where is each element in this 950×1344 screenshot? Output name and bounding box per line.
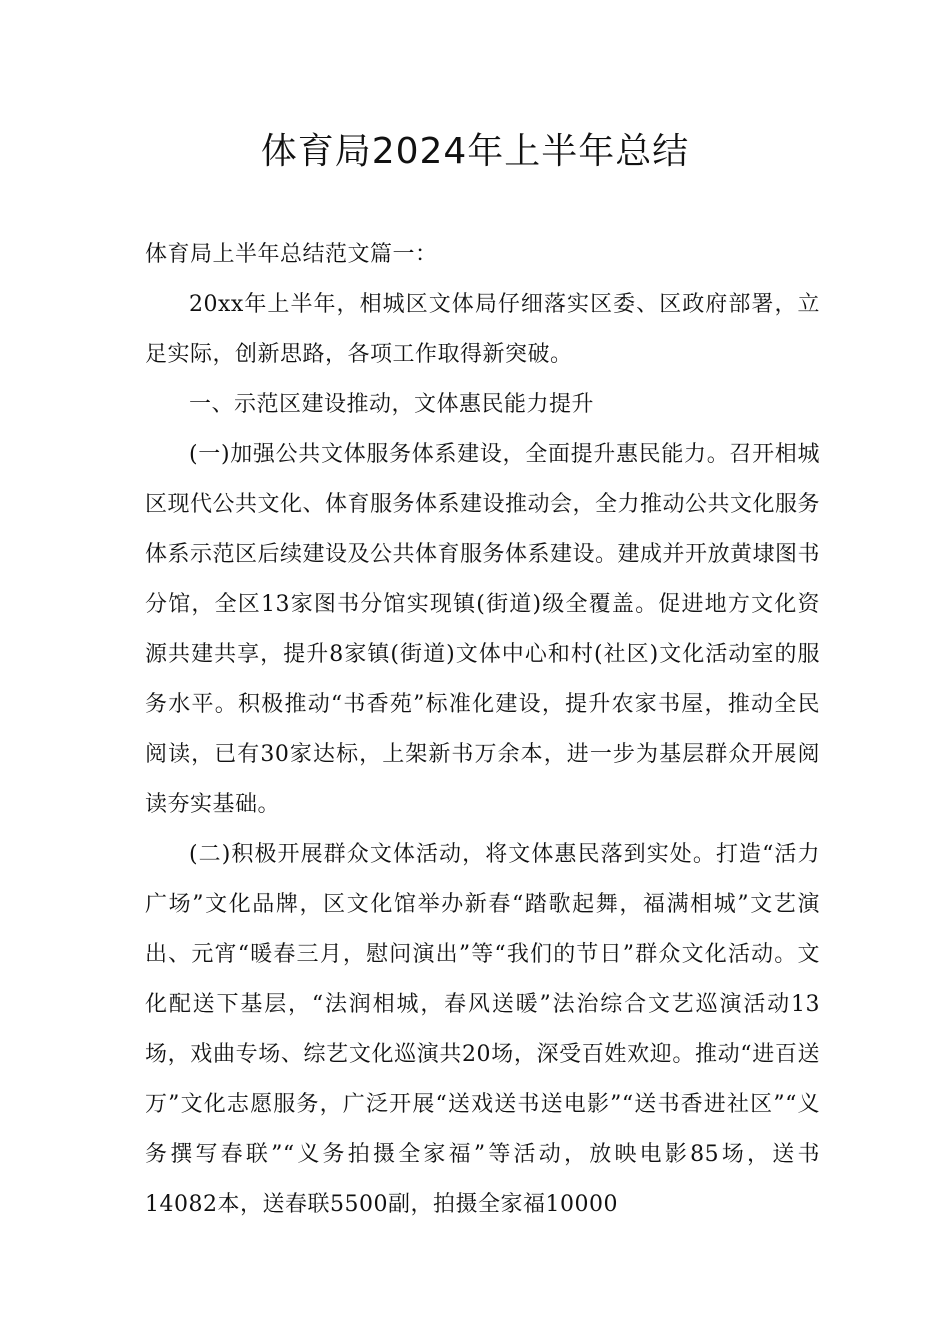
section-heading-1: 一、示范区建设推动，文体惠民能力提升: [189, 392, 595, 417]
document-title: 体育局2024年上半年总结: [260, 131, 690, 172]
document-body: [145, 230, 820, 1230]
paragraph-section-1-2: (二)积极开展群众文体活动，将文体惠民落到实处。打造“活力广场”文化品牌，区文化馆举办新春“踏歌起舞，福满相城”文艺演出、元宵“暖春三月，慰问演出”等“我们的节日”群众文化活动。文化配送下基层，“法润相城，春风送暖”法治综合文艺巡演活动13场，戏曲专场、综艺文化巡演共20场，深受百姓欢迎。推动“进百送万”文化志愿服务，广泛开展“送戏送书送电影”“送书香进社区”“义务撰写春联”“义务拍摄全家福”等活动，放映电影85场，送书14082本，送春联5500副，拍摄全家福10000: [145, 842, 820, 1217]
paragraph-section-1-1: (一)加强公共文体服务体系建设，全面提升惠民能力。召开相城区现代公共文化、体育服务体系建设推动会，全力推动公共文化服务体系示范区后续建设及公共体育服务体系建设。建成并开放黄埭图书分馆，全区13家图书分馆实现镇(街道)级全覆盖。促进地方文化资源共建共享，提升8家镇(街道)文体中心和村(社区)文化活动室的服务水平。积极推动“书香苑”标准化建设，提升农家书屋，推动全民阅读，已有30家达标，上架新书万余本，进一步为基层群众开展阅读夯实基础。: [145, 442, 821, 817]
paragraph-intro: 体育局上半年总结范文篇一：: [145, 242, 438, 267]
paragraph-summary: 20xx年上半年，相城区文体局仔细落实区委、区政府部署，立足实际，创新思路，各项工作取得新突破。: [145, 292, 820, 367]
